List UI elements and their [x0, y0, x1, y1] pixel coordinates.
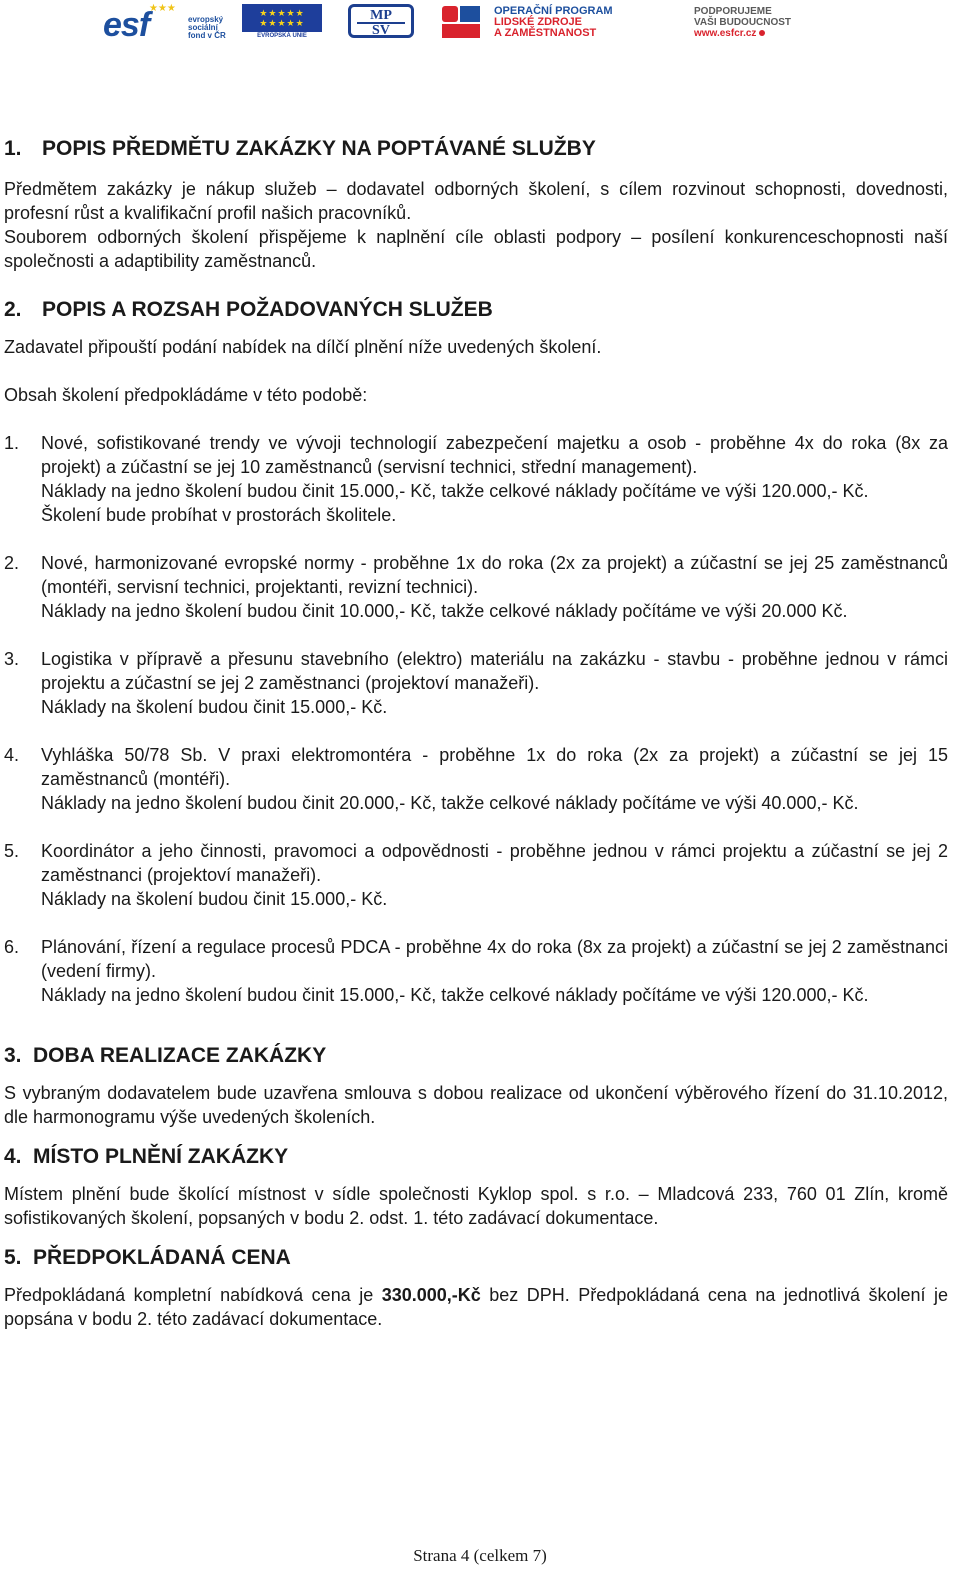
section-4-heading: 4. MÍSTO PLNĚNÍ ZAKÁZKY — [4, 1145, 289, 1168]
training-item-description: Plánování, řízení a regulace procesů PDCA - proběhne 4x do roka (8x za projekt) a zúčastní se jej 2 zaměstnanci (vedení firmy). — [41, 937, 948, 981]
op-lzz-logo — [440, 4, 672, 44]
training-item-2: 2. Nové, harmonizované evropské normy - proběhne 1x do roka (2x za projekt) a zúčastní se jej 25 zaměstnanců (montéři, servisní technici, projektanti, revizní technici). Náklady na jedno školení budou činit 10.000,- Kč, takže celkové náklady počítáme ve výši 20.000 Kč. — [4, 553, 948, 621]
training-item-1: 1. Nové, sofistikované trendy ve vývoji technologií zabezpečení majetku a osob - proběhne 4x do roka (8x za projekt) a zúčastní se jej 10 zaměstnanců (servisní technici, střední management). Náklady na jedno školení budou činit 15.000,- Kč, takže celkové náklady počítáme ve výši 120.000,- Kč. Školení bude probíhat v prostorách školitele. — [4, 433, 948, 525]
training-item-6: 6. Plánování, řízení a regulace procesů PDCA - proběhne 4x do roka (8x za projekt) a zúčastní se jej 2 zaměstnanci (vedení firmy). Náklady na jedno školení budou činit 15.000,- Kč, takže celkové náklady počítáme ve výši 120.000,- Kč. — [4, 937, 948, 1005]
section-5-paragraph: Předpokládaná kompletní nabídková cena je 330.000,-Kč bez DPH. Předpokládaná cena na jednotlivá školení je popsána v bodu 2. této zadávací dokumentace. — [4, 1285, 949, 1329]
training-item-3: 3. Logistika v přípravě a přesunu stavebního (elektro) materiálu na zakázku - stavbu - proběhne jednou v rámci projektu a zúčastní se jej 2 zaměstnanci (projektoví manažeři). Náklady na školení budou činit 15.000,- Kč. — [4, 649, 948, 717]
training-item-cost: Náklady na jedno školení budou činit 20.000,- Kč, takže celkové náklady počítáme ve výši 40.000,- Kč. — [41, 793, 859, 813]
training-item-5: 5. Koordinátor a jeho činnosti, pravomoci a odpovědnosti - proběhne jednou v rámci projektu a zúčastní se jej 2 zaměstnanci (projektoví manažeři). Náklady na školení budou činit 15.000,- Kč. — [4, 841, 948, 909]
esf-wordmark: esf — [103, 6, 150, 44]
esf-stars-icon: ★★★ — [149, 3, 176, 14]
section-3-heading: 3. DOBA REALIZACE ZAKÁZKY — [4, 1044, 327, 1067]
training-item-cost: Náklady na jedno školení budou činit 10.000,- Kč, takže celkové náklady počítáme ve výši 20.000 Kč. — [41, 601, 848, 621]
page-footer: Strana 4 (celkem 7) — [413, 1546, 547, 1565]
estimated-price: 330.000,-Kč — [381, 1285, 481, 1305]
logo-header — [0, 0, 960, 50]
section-4-paragraph: Místem plnění bude školící místnost v sídle společnosti Kyklop spol. s r.o. – Mladcová 233, 760 01 Zlín, kromě sofistikovaných školení, popsaných v bodu 2. odst. 1. této zadávací dokumentace. — [4, 1184, 948, 1228]
section-1-heading: 1. POPIS PŘEDMĚTU ZAKÁZKY NA POPTÁVANÉ SLUŽBY — [4, 137, 596, 160]
eu-logo — [242, 4, 322, 42]
esf-logo — [103, 3, 238, 44]
eu-caption: EVROPSKÁ UNIE — [257, 33, 307, 39]
training-item-cost: Náklady na školení budou činit 15.000,- Kč. — [41, 697, 388, 717]
training-item-description: Vyhláška 50/78 Sb. V praxi elektromontéra - proběhne 1x do roka (2x za projekt) a zúčastní se jej 15 zaměstnanců (montéři). — [41, 745, 948, 789]
esf-caption: evropský sociální fond v ČR — [188, 15, 226, 40]
section-1-paragraph-2: Souborem odborných školení přispějeme k naplnění cíle oblasti podpory – posílení konkurenceschopnosti naší společnosti a adaptibility zaměstnanců. — [4, 227, 948, 271]
training-item-description: Koordinátor a jeho činnosti, pravomoci a odpovědnosti - proběhne jednou v rámci projektu a zúčastní se jej 2 zaměstnanci (projektoví manažeři). — [41, 841, 948, 885]
section-1-paragraph-1: Předmětem zakázky je nákup služeb – dodavatel odborných školení, s cílem rozvinout schopnosti, dovednosti, profesní růst a kvalifikační profil našich pracovníků. — [4, 179, 948, 223]
section-5-heading: 5. PŘEDPOKLÁDANÁ CENA — [4, 1246, 291, 1269]
training-item-cost: Náklady na školení budou činit 15.000,- Kč. — [41, 889, 388, 909]
training-item-note: Školení bude probíhat v prostorách školitele. — [41, 505, 397, 525]
section-2-intro-2: Obsah školení předpokládáme v této podobě: — [4, 385, 368, 405]
op-lzz-mark-icon — [440, 6, 484, 40]
training-item-description: Nové, harmonizované evropské normy - proběhne 1x do roka (2x za projekt) a zúčastní se jej 25 zaměstnanců (montéři, servisní technici, projektanti, revizní technici). — [41, 553, 948, 597]
training-item-cost: Náklady na jedno školení budou činit 15.000,- Kč, takže celkové náklady počítáme ve výši 120.000,- Kč. — [41, 481, 869, 501]
training-item-4: 4. Vyhláška 50/78 Sb. V praxi elektromontéra - proběhne 1x do roka (2x za projekt) a zúčastní se jej 15 zaměstnanců (montéři). Náklady na jedno školení budou činit 20.000,- Kč, takže celkové náklady počítáme ve výši 40.000,- Kč. — [4, 745, 948, 813]
mpsv-logo: MP SV — [348, 4, 414, 38]
document-content — [4, 136, 948, 1331]
section-2-heading: 2. POPIS A ROZSAH POŽADOVANÝCH SLUŽEB — [4, 298, 493, 321]
esfcr-url: www.esfcr.cz — [694, 28, 854, 40]
eu-flag-icon: ★★★★★ ★★★★★ — [242, 4, 322, 32]
training-item-cost: Náklady na jedno školení budou činit 15.000,- Kč, takže celkové náklady počítáme ve výši 120.000,- Kč. — [41, 985, 869, 1005]
training-item-description: Logistika v přípravě a přesunu stavebního (elektro) materiálu na zakázku - stavbu - proběhne jednou v rámci projektu a zúčastní se jej 2 zaměstnanci (projektoví manažeři). — [41, 649, 948, 693]
dot-icon — [759, 30, 765, 36]
training-item-description: Nové, sofistikované trendy ve vývoji technologií zabezpečení majetku a osob - proběhne 4x do roka (8x za projekt) a zúčastní se jej 10 zaměstnanců (servisní technici, střední management). — [41, 433, 948, 477]
section-2-intro-1: Zadavatel připouští podání nabídek na dílčí plnění níže uvedených školení. — [4, 337, 602, 357]
podporujeme-logo: PODPORUJEME VAŠI BUDOUCNOST www.esfcr.cz — [694, 6, 854, 42]
op-lzz-caption: OPERAČNÍ PROGRAM LIDSKÉ ZDROJE A ZAMĚSTNANOST — [494, 5, 613, 39]
section-3-paragraph: S vybraným dodavatelem bude uzavřena smlouva s dobou realizace od ukončení výběrového řízení do 31.10.2012, dle harmonogramu výše uvedených školeních. — [4, 1083, 948, 1127]
